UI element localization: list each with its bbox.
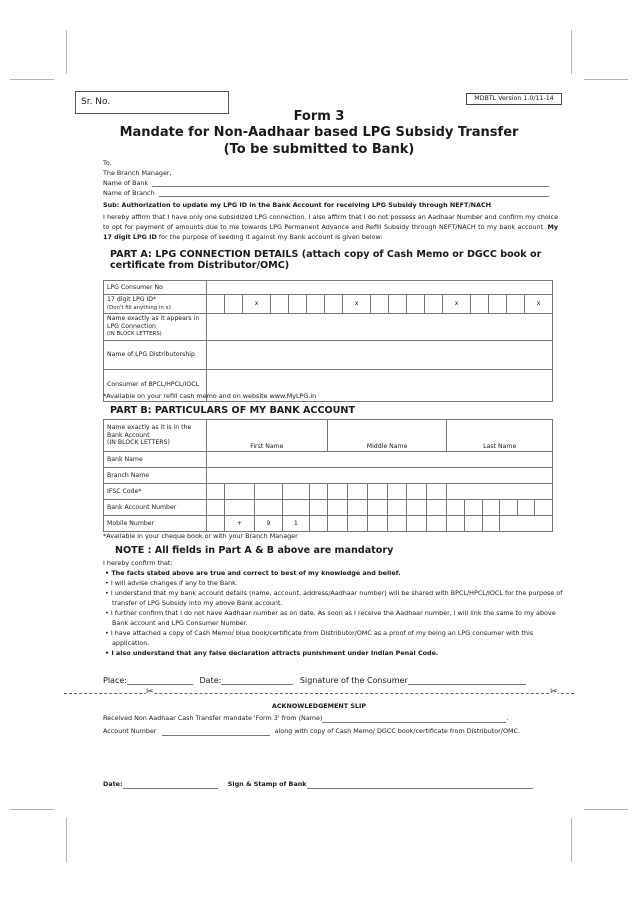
ifsc-cell[interactable] <box>407 484 427 500</box>
account-number-cell[interactable] <box>482 500 500 516</box>
lpg-id-note: (Don't fill anything in x) <box>107 304 171 311</box>
branch-name-field[interactable] <box>159 189 549 197</box>
ack-date-field[interactable] <box>123 781 218 789</box>
account-number-cell[interactable] <box>517 500 535 516</box>
lpg-id-digit[interactable] <box>307 295 325 314</box>
mobile-blank <box>207 516 225 532</box>
mobile-prefix-plus: + <box>224 516 255 532</box>
bank-name-label: Name of Bank <box>103 179 149 187</box>
first-name-label: First Name <box>250 442 284 450</box>
part-a-heading: PART A: LPG CONNECTION DETAILS (attach copy of Cash Memo or DGCC book or certificate from Distributor/OMC) <box>110 249 542 271</box>
lpg-id-label-cell <box>104 295 207 314</box>
consumer-no-row <box>104 281 553 295</box>
distributorship-row <box>104 340 553 369</box>
crop-mark <box>584 809 628 810</box>
crop-mark <box>66 30 67 74</box>
crop-mark <box>571 818 572 862</box>
mobile-digit[interactable] <box>447 516 465 532</box>
declaration-text-2: for the purpose of seeding it against my Bank account is given below: <box>156 233 383 241</box>
lpg-id-digit[interactable] <box>270 295 288 314</box>
ack-account-field[interactable] <box>162 728 270 736</box>
account-number-cell[interactable] <box>387 500 407 516</box>
distributorship-label: Name of LPG Distributorship <box>104 340 207 369</box>
account-number-cell[interactable] <box>255 500 282 516</box>
branch-name-label: Name of Branch <box>103 189 155 197</box>
bank-name-label-b: Bank Name <box>104 452 207 468</box>
mandatory-note: NOTE : All fields in Part A & B above are mandatory <box>115 545 394 556</box>
lpg-id-digit[interactable] <box>388 295 406 314</box>
address-recipient: The Branch Manager, <box>103 169 172 177</box>
declaration-paragraph <box>103 212 558 242</box>
ifsc-cell[interactable] <box>207 484 225 500</box>
place-field[interactable] <box>127 677 193 685</box>
consumer-name-label-cell <box>104 314 207 341</box>
ack-line-2 <box>103 727 520 736</box>
middle-name-field[interactable] <box>327 420 447 452</box>
part-b-table <box>103 419 553 532</box>
ifsc-cell[interactable] <box>282 484 309 500</box>
lpg-id-digit[interactable] <box>425 295 443 314</box>
ifsc-blank <box>447 484 553 500</box>
consumer-name-note: (IN BLOCK LETTERS) <box>107 331 162 337</box>
distributorship-field[interactable] <box>207 340 553 369</box>
branch-name-label-b: Branch Name <box>104 468 207 484</box>
account-number-cell[interactable] <box>427 500 447 516</box>
account-number-cell[interactable] <box>327 500 347 516</box>
account-name-label-cell <box>104 420 207 452</box>
branch-name-row <box>103 189 549 198</box>
lpg-id-row <box>104 295 553 314</box>
signature-row <box>103 676 526 685</box>
bank-name-field[interactable] <box>152 179 549 187</box>
ack-line-1: Received Non Aadhaar Cash Transfer mandate 'Form 3' from (Name) . <box>103 714 509 722</box>
confirmation-item: • I also understand that any false declaration attracts punishment under Indian Penal Code. <box>105 649 439 657</box>
mobile-blank <box>500 516 553 532</box>
sr-no-label: Sr. No. <box>81 97 111 107</box>
account-number-cell[interactable] <box>407 500 427 516</box>
lpg-id-x: x <box>343 295 371 314</box>
mobile-digit[interactable] <box>465 516 483 532</box>
declaration-text-1: I hereby affirm that I have only one subsidized LPG connection. I also affirm that I do not possess an Aadhaar Number and confirm my choice to opt for payment of amounts due to me towards LPG Permanent Advance and Refill Subsidy through NEFT/NACH to my bank account. <box>103 213 558 231</box>
part-a-table <box>103 280 553 402</box>
lpg-id-digit[interactable] <box>207 295 225 314</box>
account-number-label: Bank Account Number <box>104 500 207 516</box>
confirmation-item: • I will advise changes if any to the Bank. <box>105 579 238 587</box>
mobile-digit[interactable] <box>387 516 407 532</box>
mobile-digit[interactable] <box>327 516 347 532</box>
ack-along-text: along with copy of Cash Memo/ DGCC book/certificate from Distributor/OMC. <box>274 727 520 735</box>
mobile-digit[interactable] <box>407 516 427 532</box>
ifsc-row <box>104 484 553 500</box>
mobile-digit[interactable] <box>427 516 447 532</box>
bank-stamp-label: Sign & Stamp of Bank <box>227 780 307 788</box>
consumer-no-label: LPG Consumer No <box>104 281 207 295</box>
form-number: Form 3 <box>293 109 345 124</box>
crop-mark <box>10 809 54 810</box>
lpg-id-digit[interactable] <box>507 295 525 314</box>
ifsc-label: IFSC Code* <box>104 484 207 500</box>
ifsc-cell[interactable] <box>255 484 282 500</box>
account-name-row <box>104 420 553 452</box>
ack-account-label: Account Number <box>103 727 157 735</box>
account-name-note: (IN BLOCK LETTERS) <box>107 439 170 447</box>
account-number-cell[interactable] <box>535 500 553 516</box>
lpg-id-digit[interactable] <box>325 295 343 314</box>
ack-bottom-row <box>103 780 533 789</box>
mobile-digit[interactable] <box>482 516 500 532</box>
confirmation-intro: I hereby confirm that: <box>103 559 173 567</box>
ifsc-cell[interactable] <box>427 484 447 500</box>
account-number-cell[interactable] <box>465 500 483 516</box>
part-b-heading: PART B: PARTICULARS OF MY BANK ACCOUNT <box>110 405 356 416</box>
crop-mark <box>10 79 54 80</box>
address-to: To, <box>103 159 112 167</box>
scissors-icon: ✂ <box>146 687 154 697</box>
account-number-cell[interactable] <box>207 500 225 516</box>
account-number-cell[interactable] <box>347 500 367 516</box>
lpg-id-digit[interactable] <box>489 295 507 314</box>
mobile-row <box>104 516 553 532</box>
account-number-cell[interactable] <box>367 500 387 516</box>
consumer-signature-label: Signature of the Consumer <box>299 676 408 685</box>
page-subtitle: (To be submitted to Bank) <box>223 142 415 157</box>
consumer-signature-field[interactable] <box>408 677 526 685</box>
bank-stamp-field[interactable] <box>307 781 533 789</box>
account-number-cell[interactable] <box>500 500 518 516</box>
lpg-id-x: x <box>525 295 553 314</box>
crop-mark <box>66 818 67 862</box>
bank-name-row-b <box>104 452 553 468</box>
cut-line <box>64 693 574 694</box>
branch-name-row-b <box>104 468 553 484</box>
account-number-cell[interactable] <box>310 500 328 516</box>
ifsc-cell[interactable] <box>310 484 328 500</box>
ack-heading: ACKNOWLEDGEMENT SLIP <box>271 702 367 710</box>
confirmation-item: • I understand that my bank account details (name, account, address/Aadhaar number) will be shared with BPCL/HPCL/IOCL for the purpose of transfer of LPG Subsidy into my above Bank account. <box>105 589 563 607</box>
ifsc-cell[interactable] <box>327 484 347 500</box>
confirmation-item: • I further confirm that I do not have Aadhaar number as on date. As soon as I receive the Aadhaar number, I will link the same to my above Bank account and LPG Consumer Number. <box>105 609 556 627</box>
lpg-id-digit[interactable] <box>470 295 488 314</box>
ifsc-cell[interactable] <box>224 484 255 500</box>
mobile-label: Mobile Number <box>104 516 207 532</box>
last-name-label: Last Name <box>483 442 517 450</box>
confirmation-item: • The facts stated above are true and correct to best of my knowledge and belief. <box>105 569 401 577</box>
page-title: Mandate for Non-Aadhaar based LPG Subsidy Transfer <box>119 125 519 140</box>
account-number-cell[interactable] <box>447 500 465 516</box>
ifsc-cell[interactable] <box>347 484 367 500</box>
account-name-label: Name exactly as it is in the Bank Account <box>107 424 192 439</box>
mobile-prefix-9: 9 <box>255 516 282 532</box>
middle-name-label: Middle Name <box>366 442 408 450</box>
last-name-field[interactable] <box>447 420 553 452</box>
ifsc-cell[interactable] <box>367 484 387 500</box>
subject-line: Sub: Authorization to update my LPG ID in the Bank Account for receiving LPG Subsidy through NEFT/NACH <box>103 201 492 209</box>
lpg-id-digit[interactable] <box>407 295 425 314</box>
ack-date-label: Date: <box>103 780 123 788</box>
part-b-footnote: *Available in your cheque book or with your Branch Manager <box>103 532 298 540</box>
account-number-cell[interactable] <box>224 500 255 516</box>
consumer-name-row <box>104 314 553 341</box>
date-field[interactable] <box>221 677 293 685</box>
account-number-cell[interactable] <box>282 500 309 516</box>
lpg-id-label: 17 digit LPG ID* <box>107 296 157 303</box>
crop-mark <box>584 79 628 80</box>
consumer-name-label: Name exactly as it appears in LPG Connection <box>107 315 200 330</box>
oil-company-label: Consumer of BPCL/HPCL/IOCL <box>104 369 207 401</box>
consumer-name-field[interactable] <box>207 314 553 341</box>
account-number-row <box>104 500 553 516</box>
mobile-digit[interactable] <box>347 516 367 532</box>
version-label: MDBTL Version 1.0/11-14 <box>466 93 562 105</box>
crop-mark <box>571 30 572 74</box>
mobile-digit[interactable] <box>310 516 328 532</box>
first-name-field[interactable] <box>207 420 328 452</box>
lpg-id-digit[interactable] <box>288 295 306 314</box>
ack-name-field[interactable] <box>322 715 506 723</box>
bank-name-row <box>103 179 549 188</box>
ack-received-text: Received Non Aadhaar Cash Transfer mandate 'Form 3' from (Name) <box>103 714 323 722</box>
branch-name-field-b[interactable] <box>207 468 553 484</box>
part-a-footnote: *Available on your refill cash memo and on website www.MyLPG.in <box>103 392 317 400</box>
lpg-id-digit[interactable] <box>225 295 243 314</box>
mobile-digit[interactable] <box>367 516 387 532</box>
bank-name-field-b[interactable] <box>207 452 553 468</box>
lpg-id-x: x <box>443 295 471 314</box>
place-label: Place: <box>103 676 127 685</box>
ifsc-cell[interactable] <box>387 484 407 500</box>
confirmation-item: • I have attached a copy of Cash Memo/ blue book/certificate from Distributor/OMC as a proof of my being an LPG consumer with this application. <box>105 629 534 647</box>
consumer-no-field[interactable] <box>207 281 553 295</box>
declaration-lpg-id: My 17 digit LPG ID <box>103 223 558 241</box>
mobile-prefix-1: 1 <box>282 516 309 532</box>
scissors-icon: ✂ <box>550 687 558 697</box>
date-label: Date: <box>199 676 222 685</box>
confirmation-list <box>103 558 563 658</box>
lpg-id-x: x <box>243 295 271 314</box>
lpg-id-digit[interactable] <box>370 295 388 314</box>
